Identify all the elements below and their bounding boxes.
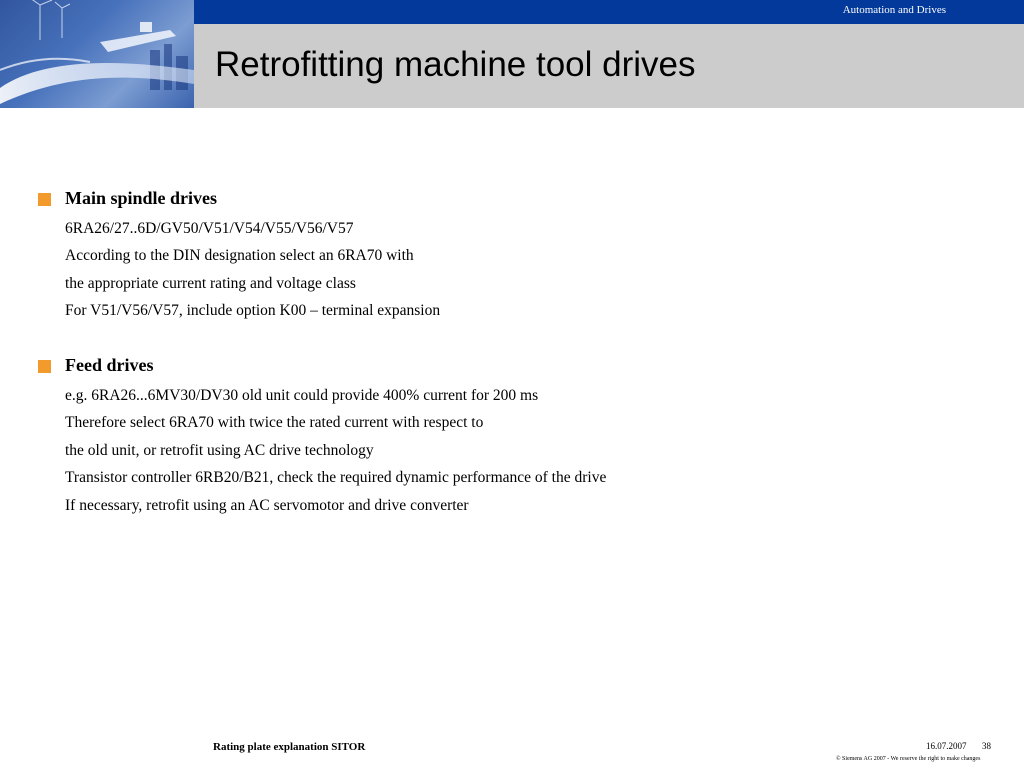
text-line: 6RA26/27..6D/GV50/V51/V54/V55/V56/V57 [65, 220, 354, 237]
text-line: Transistor controller 6RB20/B21, check the required dynamic performance of the drive [65, 469, 607, 487]
text-line: Therefore select 6RA70 with twice the rated current with respect to [65, 414, 484, 432]
footer-page-number: 38 [982, 741, 991, 751]
footer-date: 16.07.2007 [926, 741, 967, 751]
text-line: If necessary, retrofit using an AC servomotor and drive converter [65, 496, 469, 514]
top-bar [194, 0, 1024, 24]
text-line: e.g. 6RA26...6MV30/DV30 old unit could provide 400% current for 200 ms [65, 387, 539, 404]
text-line: the old unit, or retrofit using AC drive technology [65, 441, 374, 459]
title-band [194, 24, 1024, 108]
company-label: Automation and Drives [842, 4, 946, 16]
text-line: According to the DIN designation select an 6RA70 with [65, 247, 414, 265]
bullet-square-icon [38, 193, 51, 206]
header-collage-graphic [0, 0, 194, 108]
text-line: the appropriate current rating and voltage class [65, 274, 356, 292]
bullet-square-icon [38, 360, 51, 373]
section-heading: Feed drives [65, 355, 154, 375]
footer-presentation-title: Rating plate explanation SITOR [213, 741, 366, 753]
section-heading: Main spindle drives [65, 188, 218, 208]
footer-copyright: © Siemens AG 2007 - We reserve the right to make changes [836, 756, 981, 762]
section-lines [65, 215, 440, 325]
page-title: Retrofitting machine tool drives [215, 45, 696, 84]
text-line: For V51/V56/V57, include option K00 – terminal expansion [65, 302, 441, 320]
section-lines [65, 382, 606, 519]
header-image [0, 0, 194, 108]
